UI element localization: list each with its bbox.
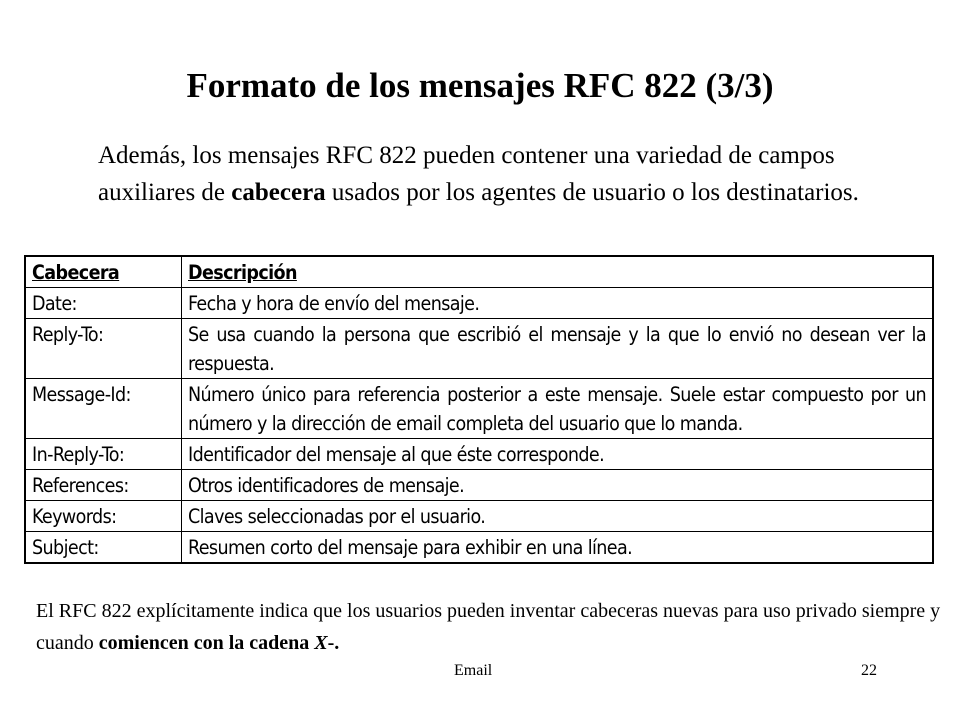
field-description: Fecha y hora de envío del mensaje. <box>182 288 934 319</box>
field-name: References: <box>25 470 182 501</box>
field-description: Resumen corto del mensaje para exhibir en una línea. <box>182 532 934 564</box>
closing-bold-phrase: comiencen con la cadena <box>98 632 315 654</box>
field-name: Keywords: <box>25 501 182 532</box>
table-row <box>25 319 933 379</box>
intro-bold-term: cabecera <box>231 179 326 206</box>
closing-paragraph <box>36 595 946 659</box>
closing-prefix-x: X <box>314 632 328 654</box>
intro-text-end: usados por los agentes de usuario o los destinatarios. <box>325 179 859 206</box>
table-header-row <box>25 256 933 288</box>
field-description: Claves seleccionadas por el usuario. <box>182 501 934 532</box>
table-row <box>25 439 933 470</box>
closing-text: El RFC 822 explícitamente indica que los usuarios pueden inventar cabeceras nuevas para uso privado siempre y cuando <box>36 600 941 654</box>
field-description: Otros identificadores de mensaje. <box>182 470 934 501</box>
closing-prefix-dash: -. <box>327 632 340 654</box>
page-number: 22 <box>861 662 877 679</box>
field-name: Subject: <box>25 532 182 564</box>
column-header-descripcion: Descripción <box>182 256 934 288</box>
column-header-cabecera: Cabecera <box>25 256 182 288</box>
field-description: Se usa cuando la persona que escribió el mensaje y la que lo envió no desean ver la respuesta. <box>182 319 934 379</box>
intro-text-start: Además, los mensajes RFC 822 pueden contener una variedad de campos auxiliares de <box>98 142 835 206</box>
field-name: Date: <box>25 288 182 319</box>
table-row <box>25 379 933 439</box>
table-row <box>25 501 933 532</box>
table-row <box>25 532 933 564</box>
table-row <box>25 288 933 319</box>
field-name: Message-Id: <box>25 379 182 439</box>
field-description: Número único para referencia posterior a este mensaje. Suele estar compuesto por un número y la dirección de email completa del usuario que lo manda. <box>182 379 934 439</box>
header-fields-table <box>24 255 934 564</box>
field-name: Reply-To: <box>25 319 182 379</box>
footer-label: Email <box>454 662 493 679</box>
intro-paragraph <box>98 137 918 211</box>
field-description: Identificador del mensaje al que éste corresponde. <box>182 439 934 470</box>
slide-title: Formato de los mensajes RFC 822 (3/3) <box>186 66 774 105</box>
field-name: In-Reply-To: <box>25 439 182 470</box>
table-row <box>25 470 933 501</box>
